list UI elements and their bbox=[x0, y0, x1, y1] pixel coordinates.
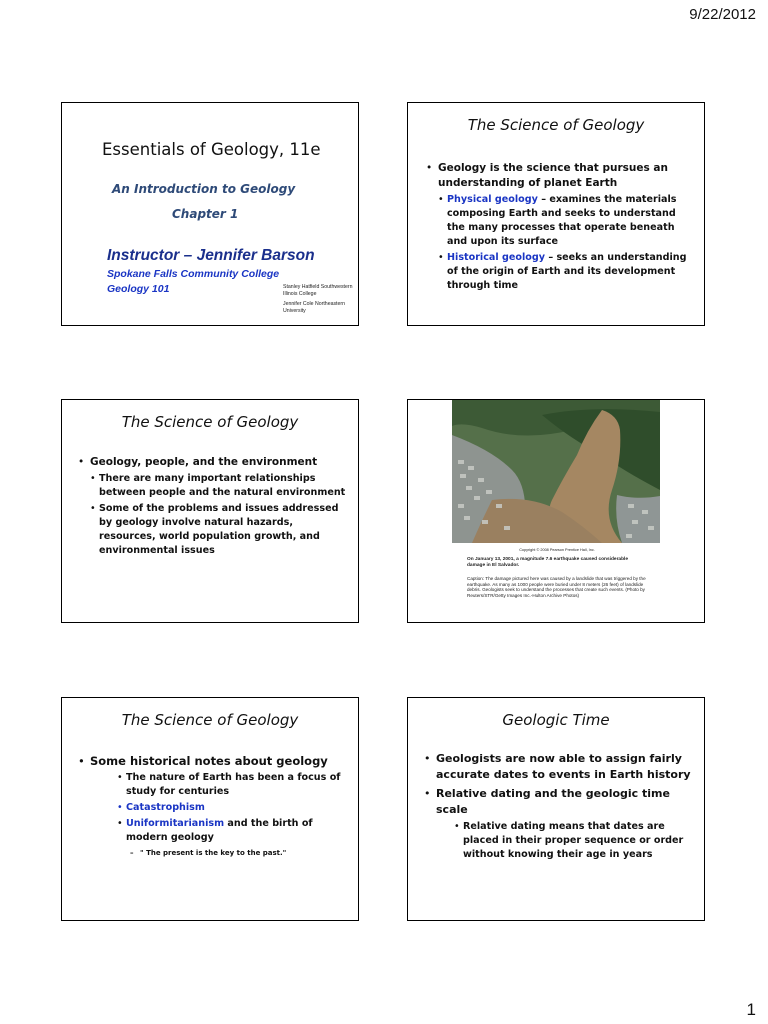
historical-geology-term: Historical geology bbox=[447, 252, 545, 263]
slide-science-of-geology-2 bbox=[61, 399, 359, 623]
landslide-photo bbox=[452, 400, 660, 543]
chapter-label: Chapter 1 bbox=[172, 207, 239, 221]
page-number: 1 bbox=[746, 1000, 756, 1019]
slide-heading: The Science of Geology bbox=[121, 413, 299, 431]
bullet-item: • Geology is the science that pursues an understanding of planet Earth • Physical geology – examines the materials composing Earth and seeks to understand the many processes that operate beneath and upon its surface • Historical geology – seeks an understanding of the origin of Earth and its development through time bbox=[424, 161, 694, 293]
instructor-name: Instructor – Jennifer Barson bbox=[107, 247, 315, 264]
slide-science-of-geology-1 bbox=[407, 102, 705, 326]
photo-headline: On January 13, 2001, a magnitude 7.6 earthquake caused considerable damage in El Salvador. bbox=[467, 557, 629, 568]
page-date: 9/22/2012 bbox=[689, 6, 756, 23]
bullet-item: • Geology, people, and the environment • There are many important relationships between people and the natural environment • Some of the problems and issues addressed by geology involve natural hazards, resources, world population growth, and environmental issues bbox=[76, 455, 348, 558]
catastrophism-item: • Catastrophism bbox=[117, 801, 346, 815]
author-credits bbox=[283, 284, 355, 318]
bullet-list bbox=[76, 754, 348, 858]
slide-heading: The Science of Geology bbox=[121, 711, 299, 729]
course-name: Geology 101 bbox=[107, 283, 170, 295]
slide-science-of-geology-3 bbox=[61, 697, 359, 921]
sub-bullet-item: • Historical geology – seeks an understanding of the origin of Earth and its development through time bbox=[438, 251, 694, 293]
sub-bullet-item: • Relative dating means that dates are placed in their proper sequence or order without knowing their age in years bbox=[454, 820, 694, 862]
bullet-item: • Some historical notes about geology • The nature of Earth has been a focus of study for centuries • Catastrophism • Uniformitarianism and the birth of modern geology – " The present is the key to the past." bbox=[76, 754, 348, 858]
physical-geology-term: Physical geology bbox=[447, 194, 538, 205]
bullet-list bbox=[424, 161, 694, 293]
photo-caption: Caption: The damage pictured here was caused by a landslide that was triggered by the earthquake. As many as 1000 people were buried under 8 meters (26 feet) of landslide debris. Geologists seek to understand the processes that create such events. (Photo by Reuters/STR/Getty Images Inc.-Hulton Archive Photos) bbox=[467, 576, 646, 598]
sub-bullet-item: • The nature of Earth has been a focus of study for centuries bbox=[117, 771, 346, 799]
college-name: Spokane Falls Community College bbox=[107, 268, 280, 280]
slide-heading: Geologic Time bbox=[502, 711, 610, 729]
sub-bullet-item: • Uniformitarianism and the birth of modern geology – " The present is the key to the past." bbox=[117, 817, 346, 858]
slide-geologic-time bbox=[407, 697, 705, 921]
sub-bullet-item: • There are many important relationships between people and the natural environment bbox=[90, 472, 348, 500]
slide-landslide-photo bbox=[407, 399, 705, 623]
uniformitarianism-term: Uniformitarianism bbox=[126, 818, 225, 829]
copyright-line: Copyright © 2008 Pearson Prentice Hall, Inc. bbox=[519, 548, 595, 552]
credit-1: Stanley Hatfield Southwestern Illinois College bbox=[283, 284, 353, 297]
sub-bullet-item: • Physical geology – examines the materials composing Earth and seeks to understand the many processes that operate beneath and upon its surface bbox=[438, 193, 694, 249]
bullet-list bbox=[76, 455, 348, 558]
slide-heading: The Science of Geology bbox=[467, 116, 645, 134]
bullet-item: • Geologists are now able to assign fairly accurate dates to events in Earth history bbox=[422, 751, 694, 783]
slide-title bbox=[61, 102, 359, 326]
quote-item: – " The present is the key to the past." bbox=[130, 848, 346, 858]
bullet-list bbox=[422, 751, 694, 862]
sub-bullet-item: • Some of the problems and issues addressed by geology involve natural hazards, resources, world population growth, and environmental issues bbox=[90, 502, 348, 558]
book-title: Essentials of Geology, 11e bbox=[102, 140, 321, 159]
bullet-item: • Relative dating and the geologic time scale • Relative dating means that dates are placed in their proper sequence or order without knowing their age in years bbox=[422, 786, 694, 862]
slide-subtitle: An Introduction to Geology bbox=[112, 182, 296, 196]
credit-2: Jennifer Cole Northeastern University bbox=[283, 301, 345, 314]
